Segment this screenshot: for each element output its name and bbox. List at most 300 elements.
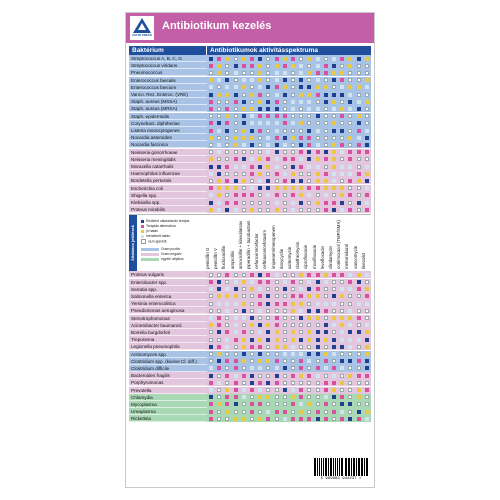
- activity-square: [217, 208, 221, 212]
- activity-square: [217, 302, 221, 306]
- activity-square: [291, 395, 295, 399]
- activity-square: [307, 100, 311, 104]
- activity-square: [291, 287, 295, 291]
- activity-square: [209, 93, 213, 97]
- activity-square: [299, 193, 303, 197]
- activity-square: [324, 338, 328, 342]
- activity-square: [307, 85, 311, 89]
- activity-square: [258, 150, 262, 154]
- activity-square: [357, 323, 361, 327]
- activity-square: [340, 93, 344, 97]
- activity-square: [258, 381, 262, 385]
- activity-square: [299, 93, 303, 97]
- activity-square: [291, 100, 295, 104]
- activity-square: [316, 359, 320, 363]
- activity-square: [234, 107, 238, 111]
- activity-square: [307, 57, 311, 61]
- activity-square: [332, 388, 336, 392]
- bacteria-table-top: [129, 55, 371, 213]
- activity-square: [307, 294, 311, 298]
- activity-square: [250, 150, 254, 154]
- activity-cells: [207, 286, 371, 293]
- activity-square: [365, 352, 369, 356]
- antibiotic-column-label: clarithromycin: [295, 242, 301, 270]
- activity-cells: [207, 315, 371, 322]
- activity-square: [365, 129, 369, 133]
- activity-square: [225, 193, 229, 197]
- bacterium-name: Neisseria meningitidis: [129, 156, 207, 163]
- activity-square: [250, 359, 254, 363]
- activity-square: [266, 280, 270, 284]
- activity-square: [316, 57, 320, 61]
- table-row: [129, 120, 371, 127]
- activity-square: [242, 280, 246, 284]
- chart-card: [125, 12, 375, 488]
- activity-square: [266, 374, 270, 378]
- activity-square: [234, 78, 238, 82]
- activity-square: [357, 201, 361, 205]
- activity-square: [266, 64, 270, 68]
- activity-square: [250, 201, 254, 205]
- activity-square: [307, 107, 311, 111]
- activity-square: [365, 309, 369, 313]
- activity-square: [307, 273, 311, 277]
- activity-square: [209, 186, 213, 190]
- activity-square: [340, 366, 344, 370]
- antibiotic-column-label: piperacillin + tazobactam: [246, 220, 251, 270]
- activity-square: [250, 388, 254, 392]
- activity-square: [291, 57, 295, 61]
- activity-square: [340, 323, 344, 327]
- activity-square: [234, 93, 238, 97]
- activity-cells: [207, 358, 371, 365]
- activity-square: [348, 93, 352, 97]
- legend-item: Elsőként választandó terápia: [141, 219, 189, 223]
- antibiotic-column-label: penicillin V: [213, 248, 219, 270]
- activity-square: [299, 100, 303, 104]
- activity-square: [258, 64, 262, 68]
- activity-square: [283, 157, 287, 161]
- activity-square: [225, 143, 229, 147]
- activity-square: [242, 93, 246, 97]
- activity-square: [291, 330, 295, 334]
- activity-square: [316, 395, 320, 399]
- activity-square: [250, 374, 254, 378]
- activity-square: [365, 323, 369, 327]
- activity-square: [266, 287, 270, 291]
- activity-square: [357, 129, 361, 133]
- activity-square: [217, 395, 221, 399]
- activity-square: [225, 129, 229, 133]
- activity-square: [316, 93, 320, 97]
- activity-square: [258, 121, 262, 125]
- activity-square: [340, 121, 344, 125]
- activity-square: [266, 186, 270, 190]
- activity-cells: [207, 127, 371, 134]
- bacterium-name: Staph. aureus (MSSA): [129, 98, 207, 105]
- activity-square: [357, 395, 361, 399]
- activity-square: [299, 107, 303, 111]
- activity-square: [348, 114, 352, 118]
- activity-square: [332, 201, 336, 205]
- activity-square: [234, 410, 238, 414]
- activity-square: [275, 179, 279, 183]
- activity-square: [332, 395, 336, 399]
- activity-square: [365, 107, 369, 111]
- activity-square: [340, 129, 344, 133]
- activity-square: [357, 352, 361, 356]
- table-row: [129, 185, 371, 192]
- activity-square: [209, 71, 213, 75]
- activity-square: [209, 294, 213, 298]
- activity-square: [291, 136, 295, 140]
- activity-square: [242, 388, 246, 392]
- activity-square: [324, 208, 328, 212]
- antibiotic-column-label: ciprofloxacin: [303, 244, 309, 270]
- activity-square: [209, 165, 213, 169]
- activity-square: [234, 323, 238, 327]
- activity-square: [299, 359, 303, 363]
- table-row: [129, 62, 371, 69]
- activity-square: [340, 201, 344, 205]
- activity-square: [234, 359, 238, 363]
- activity-square: [242, 294, 246, 298]
- table-row: [129, 372, 371, 379]
- activity-square: [217, 179, 221, 183]
- activity-cells: [207, 192, 371, 199]
- activity-square: [332, 71, 336, 75]
- bacterium-name: Nocardia farcinica: [129, 141, 207, 148]
- activity-square: [258, 374, 262, 378]
- activity-square: [340, 85, 344, 89]
- activity-square: [299, 402, 303, 406]
- table-row: [129, 91, 371, 98]
- activity-square: [316, 208, 320, 212]
- activity-square: [242, 193, 246, 197]
- activity-square: [324, 136, 328, 140]
- activity-square: [332, 273, 336, 277]
- activity-square: [340, 302, 344, 306]
- activity-square: [209, 201, 213, 205]
- bacterium-name: Ureaplasma: [129, 408, 207, 415]
- barcode-bar: [342, 458, 343, 476]
- activity-square: [225, 395, 229, 399]
- activity-square: [299, 345, 303, 349]
- activity-square: [291, 388, 295, 392]
- table-row: [129, 408, 371, 415]
- activity-square: [242, 352, 246, 356]
- activity-cells: [207, 141, 371, 148]
- bacterium-name: Haemophilus influenzae: [129, 170, 207, 177]
- table-row: [129, 134, 371, 141]
- activity-square: [357, 374, 361, 378]
- legend-section: [129, 214, 371, 272]
- activity-square: [209, 114, 213, 118]
- activity-square: [291, 374, 295, 378]
- activity-square: [250, 302, 254, 306]
- activity-square: [209, 143, 213, 147]
- activity-square: [209, 193, 213, 197]
- activity-square: [324, 93, 328, 97]
- activity-square: [234, 374, 238, 378]
- activity-square: [299, 294, 303, 298]
- activity-square: [357, 150, 361, 154]
- activity-square: [357, 107, 361, 111]
- activity-square: [275, 186, 279, 190]
- antibiotic-column-label: linezolid: [360, 253, 366, 270]
- activity-square: [225, 302, 229, 306]
- activity-square: [209, 179, 213, 183]
- activity-square: [291, 410, 295, 414]
- activity-square: [242, 136, 246, 140]
- activity-square: [275, 273, 279, 277]
- activity-square: [275, 193, 279, 197]
- activity-square: [307, 381, 311, 385]
- activity-square: [357, 302, 361, 306]
- activity-square: [225, 85, 229, 89]
- legend-swatch: [141, 230, 144, 233]
- activity-square: [258, 179, 262, 183]
- activity-square: [283, 273, 287, 277]
- activity-square: [332, 316, 336, 320]
- activity-square: [340, 273, 344, 277]
- activity-square: [365, 114, 369, 118]
- activity-square: [299, 85, 303, 89]
- activity-square: [348, 107, 352, 111]
- activity-square: [365, 93, 369, 97]
- table-row: [129, 307, 371, 314]
- activity-square: [283, 114, 287, 118]
- activity-square: [324, 280, 328, 284]
- activity-square: [266, 121, 270, 125]
- activity-square: [209, 107, 213, 111]
- activity-square: [234, 280, 238, 284]
- activity-square: [340, 381, 344, 385]
- barcode-bar: [358, 458, 359, 476]
- activity-square: [291, 402, 295, 406]
- activity-square: [324, 309, 328, 313]
- activity-square: [225, 93, 229, 97]
- activity-square: [299, 374, 303, 378]
- activity-square: [324, 165, 328, 169]
- activity-square: [357, 287, 361, 291]
- activity-square: [332, 172, 336, 176]
- activity-square: [316, 186, 320, 190]
- activity-square: [266, 165, 270, 169]
- activity-cells: [207, 408, 371, 415]
- activity-square: [283, 352, 287, 356]
- activity-square: [225, 280, 229, 284]
- activity-cells: [207, 149, 371, 156]
- activity-square: [340, 330, 344, 334]
- activity-square: [250, 366, 254, 370]
- legend-band-label: egyéb/ atipikus: [161, 257, 184, 262]
- activity-square: [316, 402, 320, 406]
- activity-square: [217, 352, 221, 356]
- activity-square: [299, 352, 303, 356]
- bacterium-name: Vanco. Rez. Enteroc. (VRE): [129, 91, 207, 98]
- activity-square: [209, 352, 213, 356]
- activity-square: [250, 273, 254, 277]
- activity-square: [242, 78, 246, 82]
- activity-square: [291, 309, 295, 313]
- antibiotic-column-label: moxifloxacin: [311, 245, 317, 270]
- publisher-logo: [130, 16, 154, 40]
- activity-square: [340, 136, 344, 140]
- activity-square: [225, 273, 229, 277]
- activity-square: [283, 121, 287, 125]
- activity-square: [283, 287, 287, 291]
- activity-square: [234, 352, 238, 356]
- activity-square: [275, 302, 279, 306]
- legend-band: [141, 253, 159, 256]
- activity-square: [324, 374, 328, 378]
- activity-square: [332, 309, 336, 313]
- activity-square: [307, 114, 311, 118]
- activity-square: [365, 85, 369, 89]
- activity-square: [324, 100, 328, 104]
- activity-square: [225, 294, 229, 298]
- activity-square: [324, 388, 328, 392]
- table-row: [129, 336, 371, 343]
- activity-square: [340, 57, 344, 61]
- activity-square: [299, 273, 303, 277]
- activity-cells: [207, 336, 371, 343]
- activity-square: [299, 316, 303, 320]
- table-row: [129, 387, 371, 394]
- activity-square: [242, 64, 246, 68]
- bacterium-name: Pneumococcus: [129, 69, 207, 76]
- activity-square: [209, 172, 213, 176]
- activity-square: [275, 201, 279, 205]
- bacterium-name: Treponema: [129, 336, 207, 343]
- activity-square: [266, 323, 270, 327]
- activity-square: [250, 107, 254, 111]
- activity-square: [209, 121, 213, 125]
- antibiotic-column-label: metronidazol: [344, 244, 350, 270]
- legend-swatch: [141, 220, 144, 223]
- activity-square: [234, 186, 238, 190]
- activity-cells: [207, 293, 371, 300]
- activity-square: [340, 100, 344, 104]
- activity-square: [258, 165, 262, 169]
- bacterium-name: Moraxella catarrhalis: [129, 163, 207, 170]
- activity-square: [234, 381, 238, 385]
- activity-square: [291, 323, 295, 327]
- activity-square: [209, 157, 213, 161]
- activity-square: [275, 410, 279, 414]
- activity-square: [283, 100, 287, 104]
- antibiotic-column-label: vancomycin: [352, 246, 358, 270]
- activity-square: [332, 129, 336, 133]
- activity-square: [266, 345, 270, 349]
- activity-square: [316, 64, 320, 68]
- activity-square: [324, 381, 328, 385]
- activity-square: [316, 165, 320, 169]
- activity-square: [225, 417, 229, 421]
- table-row: [129, 98, 371, 105]
- activity-square: [242, 201, 246, 205]
- activity-square: [348, 345, 352, 349]
- activity-square: [258, 323, 262, 327]
- barcode: [312, 458, 370, 482]
- activity-square: [258, 208, 262, 212]
- activity-square: [316, 100, 320, 104]
- activity-square: [275, 85, 279, 89]
- activity-square: [225, 352, 229, 356]
- activity-square: [242, 338, 246, 342]
- activity-square: [209, 366, 213, 370]
- activity-square: [307, 388, 311, 392]
- barcode-bar: [346, 458, 347, 476]
- activity-square: [258, 100, 262, 104]
- activity-square: [225, 157, 229, 161]
- activity-square: [234, 316, 238, 320]
- activity-square: [258, 338, 262, 342]
- activity-square: [332, 64, 336, 68]
- activity-square: [275, 172, 279, 176]
- activity-square: [283, 107, 287, 111]
- activity-square: [324, 273, 328, 277]
- activity-square: [332, 352, 336, 356]
- activity-square: [266, 330, 270, 334]
- activity-square: [217, 193, 221, 197]
- activity-square: [275, 280, 279, 284]
- activity-square: [332, 410, 336, 414]
- activity-square: [283, 93, 287, 97]
- activity-square: [291, 172, 295, 176]
- activity-square: [348, 85, 352, 89]
- activity-square: [250, 179, 254, 183]
- activity-square: [332, 374, 336, 378]
- activity-square: [283, 193, 287, 197]
- activity-square: [209, 330, 213, 334]
- activity-square: [283, 71, 287, 75]
- activity-square: [348, 57, 352, 61]
- activity-square: [307, 302, 311, 306]
- activity-square: [217, 78, 221, 82]
- activity-square: [348, 374, 352, 378]
- activity-square: [209, 280, 213, 284]
- table-row: [129, 351, 371, 358]
- activity-square: [365, 208, 369, 212]
- activity-square: [225, 150, 229, 154]
- activity-square: [258, 85, 262, 89]
- activity-square: [209, 85, 213, 89]
- activity-square: [348, 208, 352, 212]
- activity-square: [365, 366, 369, 370]
- activity-square: [348, 388, 352, 392]
- activity-square: [307, 71, 311, 75]
- activity-square: [324, 330, 328, 334]
- activity-square: [225, 287, 229, 291]
- activity-square: [316, 374, 320, 378]
- activity-square: [307, 410, 311, 414]
- activity-square: [340, 208, 344, 212]
- activity-square: [234, 273, 238, 277]
- activity-square: [209, 395, 213, 399]
- activity-square: [283, 208, 287, 212]
- activity-square: [307, 330, 311, 334]
- activity-square: [340, 338, 344, 342]
- activity-square: [225, 100, 229, 104]
- activity-square: [357, 186, 361, 190]
- activity-square: [266, 114, 270, 118]
- activity-square: [266, 208, 270, 212]
- activity-square: [258, 93, 262, 97]
- activity-square: [332, 186, 336, 190]
- activity-square: [234, 114, 238, 118]
